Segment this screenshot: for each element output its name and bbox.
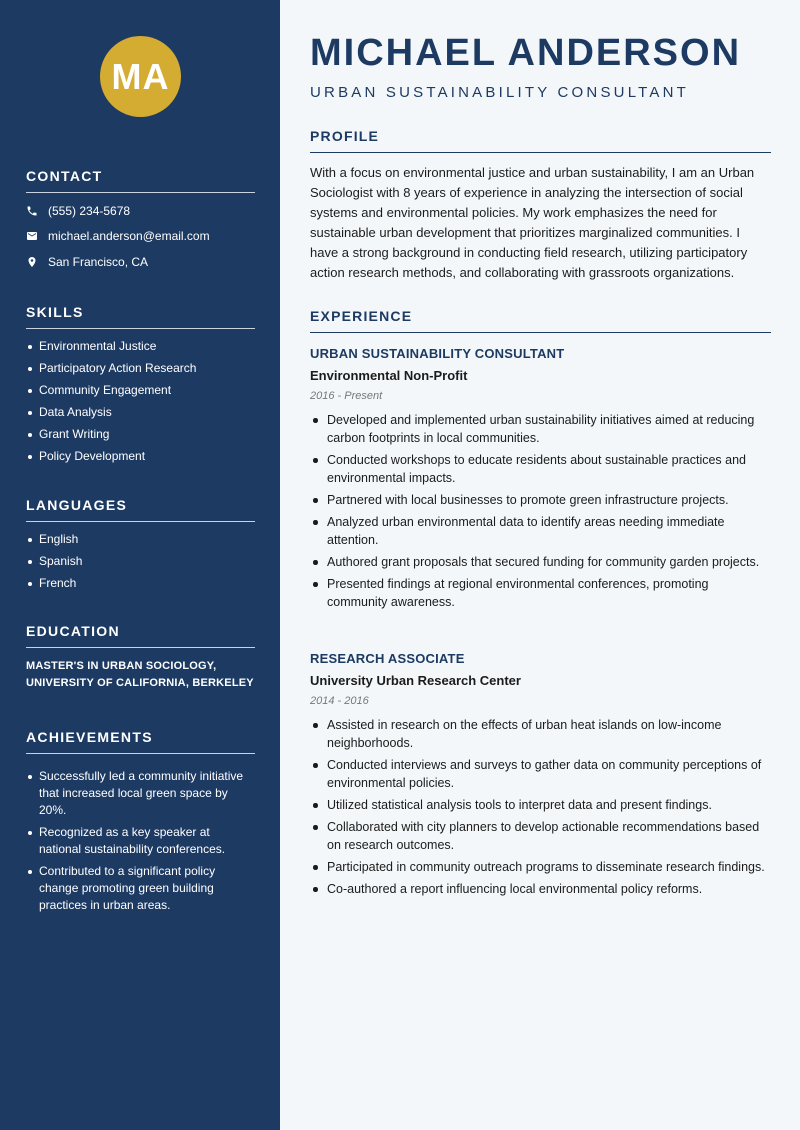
skill-item: Community Engagement [26, 382, 255, 399]
email-icon [26, 230, 38, 242]
contact-section [26, 168, 255, 275]
job-dates: 2016 - Present [310, 390, 383, 402]
language-item: Spanish [26, 553, 255, 570]
profile-heading: PROFILE [310, 128, 771, 153]
contact-phone [26, 198, 255, 224]
skills-section [26, 304, 255, 470]
job-company: Environmental Non-Profit [310, 368, 468, 383]
job-entry [310, 651, 771, 902]
job-bullet: Participated in community outreach programs to disseminate research findings. [310, 858, 771, 876]
job-dates: 2014 - 2016 [310, 695, 369, 707]
sidebar [0, 0, 280, 1130]
job-title: URBAN SUSTAINABILITY CONSULTANT [310, 346, 565, 361]
achievement-item: Successfully led a community initiative that increased local green space by 20%. [26, 768, 255, 819]
avatar: MA [100, 36, 181, 117]
location-pin-icon [26, 256, 38, 268]
skills-list [26, 338, 255, 465]
job-bullet: Assisted in research on the effects of urban heat islands on low-income neighborhoods. [310, 716, 771, 752]
achievement-item: Contributed to a significant policy change promoting green building practices in urban areas. [26, 863, 255, 914]
job-title: RESEARCH ASSOCIATE [310, 651, 465, 666]
job-bullet: Analyzed urban environmental data to identify areas needing immediate attention. [310, 513, 771, 549]
profile-section [310, 128, 771, 283]
language-item: English [26, 531, 255, 548]
job-bullet: Conducted workshops to educate residents about sustainable practices and environmental impacts. [310, 451, 771, 487]
skill-item: Data Analysis [26, 404, 255, 421]
education-school-line: UNIVERSITY OF CALIFORNIA, BERKELEY [26, 677, 254, 689]
job-bullet: Partnered with local businesses to promote green infrastructure projects. [310, 491, 771, 509]
profile-text: With a focus on environmental justice and urban sustainability, I am an Urban Sociologist with 8 years of experience in analyzing the intersection of social systems and environmental policies. My work emphasizes the need for sustainable urban development that prioritizes marginalized communities. I have a strong background in conducting field research, utilizing participatory action research methods, and collaborating with grassroots organizations. [310, 165, 755, 280]
job-entry [310, 346, 771, 615]
language-item: French [26, 575, 255, 592]
education-degree-line: MASTER'S IN URBAN SOCIOLOGY, [26, 660, 217, 672]
candidate-name: MICHAEL ANDERSON [310, 32, 742, 74]
job-bullet: Presented findings at regional environmental conferences, promoting community awareness. [310, 575, 771, 611]
education-heading: EDUCATION [26, 623, 255, 648]
contact-heading: CONTACT [26, 168, 255, 193]
job-bullet: Conducted interviews and surveys to gather data on community perceptions of environmental policies. [310, 756, 771, 792]
contact-location [26, 249, 255, 275]
experience-heading: EXPERIENCE [310, 308, 771, 333]
education-section [26, 623, 255, 692]
job-bullets [310, 411, 771, 611]
phone-icon [26, 205, 38, 217]
achievements-heading: ACHIEVEMENTS [26, 729, 255, 754]
contact-email [26, 224, 255, 250]
job-bullet: Authored grant proposals that secured funding for community garden projects. [310, 553, 771, 571]
job-company: University Urban Research Center [310, 673, 521, 688]
email-text: michael.anderson@email.com [48, 229, 210, 244]
job-bullets [310, 716, 771, 898]
achievements-list [26, 768, 255, 914]
phone-text: (555) 234-5678 [48, 203, 131, 218]
job-bullet: Utilized statistical analysis tools to interpret data and present findings. [310, 796, 771, 814]
location-text: San Francisco, CA [48, 254, 149, 269]
achievement-item: Recognized as a key speaker at national sustainability conferences. [26, 824, 255, 858]
skill-item: Participatory Action Research [26, 360, 255, 377]
job-bullet: Collaborated with city planners to develop actionable recommendations based on research outcomes. [310, 818, 771, 854]
skill-item: Grant Writing [26, 426, 255, 443]
languages-list [26, 531, 255, 592]
languages-section [26, 497, 255, 597]
experience-section [310, 308, 771, 333]
skill-item: Policy Development [26, 448, 255, 465]
achievements-section [26, 729, 255, 919]
education-degree [26, 658, 255, 692]
skills-heading: SKILLS [26, 304, 255, 329]
skill-item: Environmental Justice [26, 338, 255, 355]
job-bullet: Developed and implemented urban sustainability initiatives aimed at reducing carbon footprints in local communities. [310, 411, 771, 447]
job-bullet: Co-authored a report influencing local environmental policy reforms. [310, 880, 771, 898]
languages-heading: LANGUAGES [26, 497, 255, 522]
candidate-title: URBAN SUSTAINABILITY CONSULTANT [310, 84, 689, 101]
